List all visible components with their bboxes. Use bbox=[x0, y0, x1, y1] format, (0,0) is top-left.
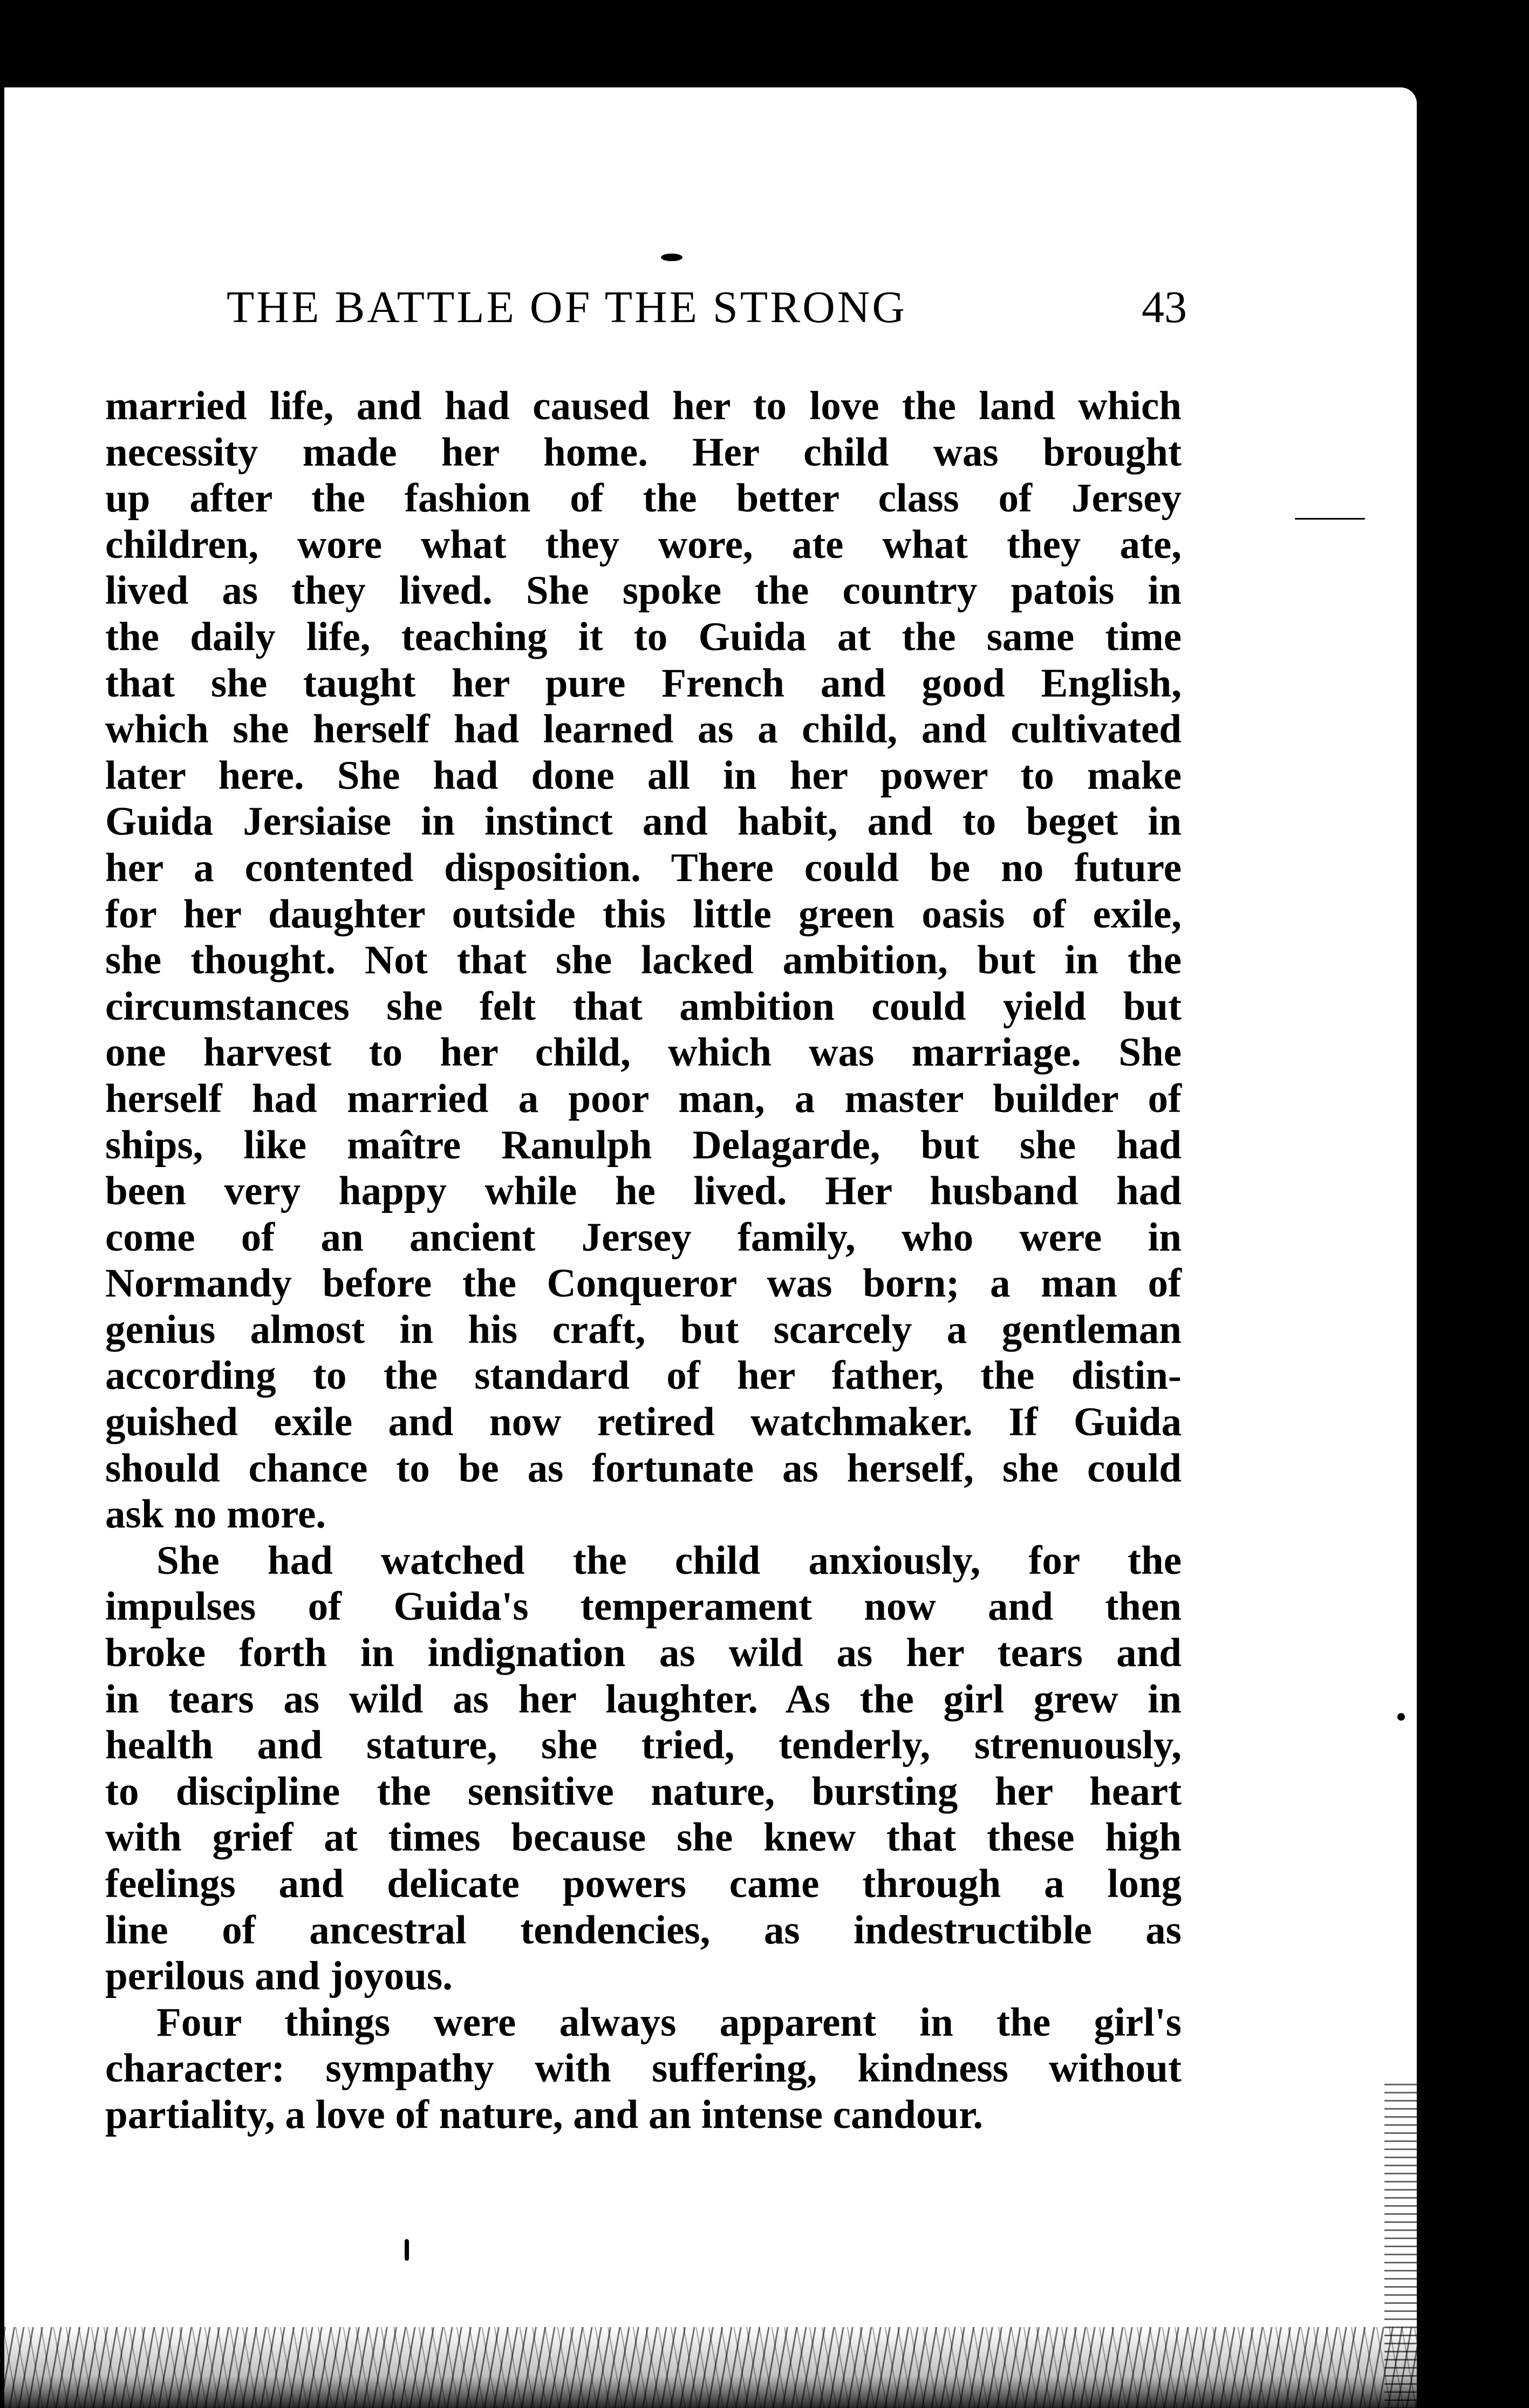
page-edge-bottom bbox=[4, 2327, 1421, 2408]
paragraph-2 bbox=[105, 1538, 1182, 2000]
text-line: ships, like maître Ranulph Delagarde, but she had bbox=[105, 1122, 1182, 1168]
scan-speck bbox=[1397, 1713, 1405, 1721]
text-line: been very happy while he lived. Her husband had bbox=[105, 1169, 1182, 1214]
text-line: Normandy before the Conqueror was born; a man of bbox=[105, 1261, 1182, 1306]
paragraph-1 bbox=[105, 383, 1182, 1538]
text-line: broke forth in indignation as wild as her tears and bbox=[105, 1631, 1182, 1676]
text-line: the daily life, teaching it to Guida at the same time bbox=[105, 614, 1182, 659]
text-line: partiality, a love of nature, and an intense candour. bbox=[105, 2092, 984, 2137]
text-line: character: sympathy with suffering, kindness without bbox=[105, 2046, 1182, 2091]
text-line: She had watched the child anxiously, for the bbox=[156, 1538, 1182, 1583]
paragraph-3 bbox=[105, 2000, 1182, 2138]
text-line: genius almost in his craft, but scarcely a gentleman bbox=[105, 1307, 1182, 1352]
text-line: perilous and joyous. bbox=[105, 1954, 453, 1999]
text-line: that she taught her pure French and good English, bbox=[105, 660, 1182, 706]
text-line: children, wore what they wore, ate what they ate, bbox=[105, 522, 1182, 567]
text-line: up after the fashion of the better class of Jersey bbox=[105, 476, 1182, 521]
page-number: 43 bbox=[1142, 282, 1187, 332]
text-line: to discipline the sensitive nature, bursting her heart bbox=[105, 1769, 1182, 1814]
scan-speck bbox=[661, 254, 682, 261]
body-text bbox=[105, 383, 1182, 2138]
text-line: in tears as wild as her laughter. As the girl grew in bbox=[105, 1676, 1182, 1722]
text-line: according to the standard of her father, the distin- bbox=[105, 1353, 1182, 1399]
text-line: Four things were always apparent in the girl's bbox=[156, 2000, 1182, 2045]
text-line: line of ancestral tendencies, as indestructible as bbox=[105, 1907, 1182, 1953]
scan-speck bbox=[1435, 1271, 1445, 1280]
text-line: health and stature, she tried, tenderly, strenuously, bbox=[105, 1723, 1182, 1768]
text-line: lived as they lived. She spoke the country patois in bbox=[105, 568, 1182, 613]
text-line: her a contented disposition. There could be no future bbox=[105, 845, 1182, 890]
text-line: Guida Jersiaise in instinct and habit, and to beget in bbox=[105, 799, 1182, 844]
text-line: circumstances she felt that ambition could yield but bbox=[105, 984, 1182, 1029]
text-line: which she herself had learned as a child, and cultivated bbox=[105, 707, 1182, 752]
text-line: ask no more. bbox=[105, 1492, 326, 1537]
running-title: THE BATTLE OF THE STRONG bbox=[227, 282, 907, 332]
text-line: later here. She had done all in her power to make bbox=[105, 753, 1182, 798]
running-header bbox=[227, 278, 1187, 337]
text-line: one harvest to her child, which was marriage. She bbox=[105, 1030, 1182, 1075]
text-line: she thought. Not that she lacked ambition, but in the bbox=[105, 938, 1182, 983]
text-line: impulses of Guida's temperament now and then bbox=[105, 1584, 1182, 1629]
text-line: necessity made her home. Her child was brought bbox=[105, 429, 1182, 475]
scan-speck bbox=[1295, 518, 1365, 520]
text-line: with grief at times because she knew that these high bbox=[105, 1815, 1182, 1860]
text-line: feelings and delicate powers came through a long bbox=[105, 1861, 1182, 1906]
text-line: guished exile and now retired watchmaker. If Guida bbox=[105, 1400, 1182, 1445]
scan-speck bbox=[405, 2239, 409, 2261]
text-line: come of an ancient Jersey family, who were in bbox=[105, 1215, 1182, 1260]
text-line: herself had married a poor man, a master builder of bbox=[105, 1076, 1182, 1121]
text-line: should chance to be as fortunate as herself, she could bbox=[105, 1445, 1182, 1491]
text-line: for her daughter outside this little green oasis of exile, bbox=[105, 891, 1182, 937]
text-line: married life, and had caused her to love the land which bbox=[105, 384, 1182, 428]
